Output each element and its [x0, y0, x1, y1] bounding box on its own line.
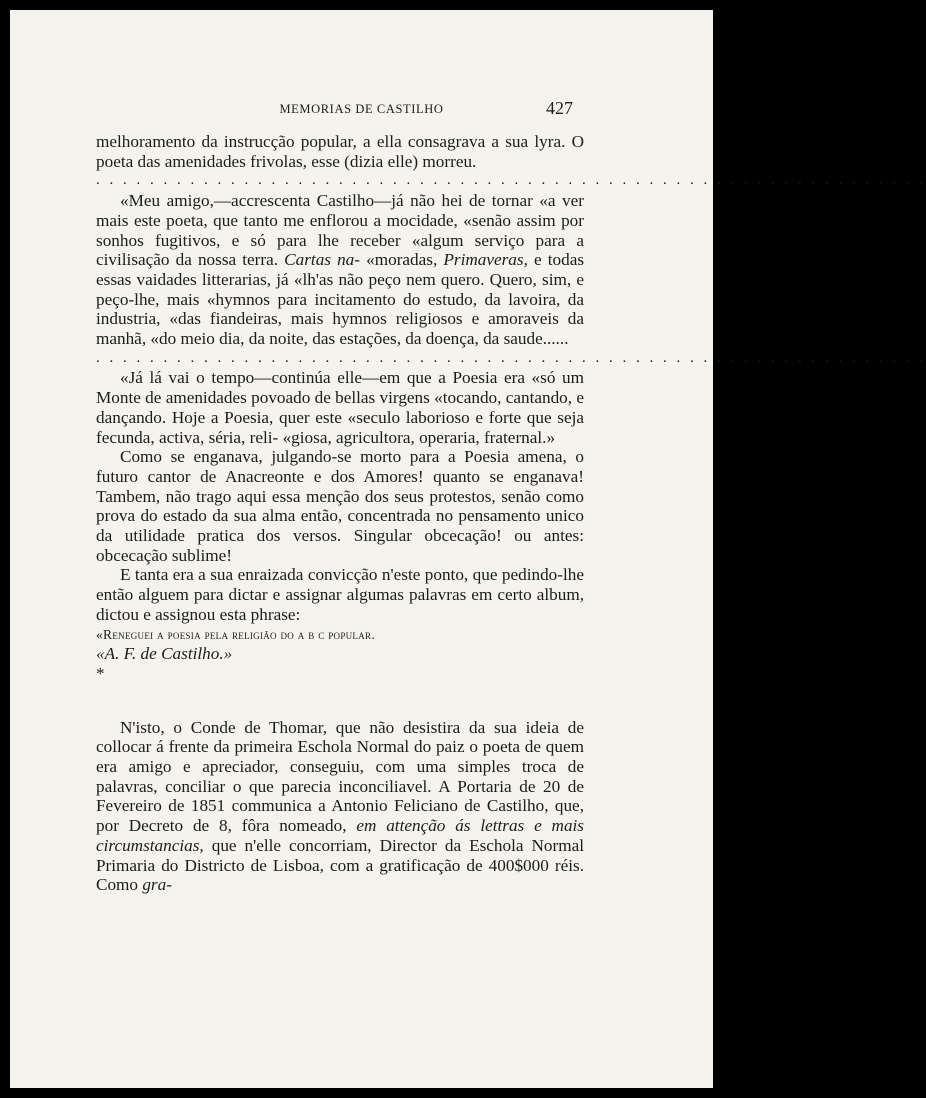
- paragraph-text: que n'elle concorriam, Director da Eschola Normal Primaria do Districto de Lisboa, com a gratificação de 400$000 réis. Como: [96, 835, 584, 895]
- paragraph: E tanta era a sua enraizada convicção n'este ponto, que pedindo-lhe então alguem para dictar e assignar algumas palavras em certo album, dictou e assignou esta phrase:: [96, 565, 584, 624]
- asterisk-divider: *: [96, 663, 105, 683]
- book-page: [10, 10, 926, 1088]
- running-title: MEMORIAS DE CASTILHO: [279, 102, 444, 116]
- section-spacer: [96, 684, 584, 718]
- quoted-paragraph: «Já lá vai o tempo—continúa elle—em que a Poesia era «só um Monte de amenidades povoado de bellas virgens «tocando, cantando, e dançando. Hoje a Poesia, quer este «seculo laborioso e forte que seja fecunda, activa, séria, reli- «giosa, agricultora, operaria, fraternal.»: [96, 368, 584, 447]
- castilho-phrase: «Reneguei a poesia pela religião do a b c popular.: [96, 626, 376, 642]
- paragraph: [96, 718, 584, 895]
- paragraph-text: N'isto, o Conde de Thomar, que não desistira da sua ideia de collocar á frente da primeira Eschola Normal do paiz o poeta de quem era amigo e apreciador, conseguiu, com uma simples troca de palavras, conciliar o que parecia inconciliavel. A Portaria de 20 de Fevereiro de 1851 communica a Antonio Feliciano de Castilho, que, por Decreto de 8, fôra nomeado,: [96, 717, 584, 836]
- quoted-paragraph: [96, 191, 584, 349]
- italic-phrase: gra-: [142, 875, 172, 895]
- body-text: [96, 132, 926, 895]
- italic-title: Primaveras,: [443, 250, 528, 270]
- paragraph: Como se enganava, julgando-se morto para a Poesia amena, o futuro cantor de Anacreonte e dos Amores! quanto se enganava! Tambem, não trago aqui essa menção dos seus protestos, senão como prova do estado da sua alma então, concentrada no pensamento unico da utilidade pratica dos versos. Singular obcecação! ou antes: obcecação sublime!: [96, 447, 584, 565]
- italic-title: Cartas na-: [284, 250, 361, 270]
- paragraph-text: «Meu amigo,—accrescenta Castilho—já não hei de tornar «a ver mais este poeta, que tanto me enflorou a mocidade, «senão assim por sonhos fugitivos, e só para lhe receber «algum serviço para a civilisação da nossa terra.: [96, 191, 584, 270]
- ellipsis-row: . . . . . . . . . . . . . . . . . . . . . . . . . . . . . . . . . . . . . . . . . . . . . . . . . . . . . . . . . . . . . .: [96, 172, 926, 189]
- signature: «A. F. de Castilho.»: [96, 644, 233, 664]
- italic-phrase: em attenção ás lettras e mais circumstancias,: [96, 816, 585, 855]
- paragraph-text: «moradas,: [366, 250, 438, 270]
- paragraph-text: e todas essas vaidades litterarias, já «lh'as não peço nem quero. Quero, sim, e peço-lhe, mais «hymnos para incitamento do estudo, da lavoira, da industria, «das fiandeiras, mais hymnos religiosos e amoraveis da manhã, «do meio dia, da noite, das estações, da doença, da saude......: [96, 250, 585, 349]
- paragraph: melhoramento da instrucção popular, a ella consagrava a sua lyra. O poeta das amenidades frivolas, esse (dizia elle) morreu.: [96, 132, 584, 171]
- page-number: 427: [546, 98, 573, 118]
- ellipsis-row: . . . . . . . . . . . . . . . . . . . . . . . . . . . . . . . . . . . . . . . . . . . . . . . . . . . . . . . . . . . . . .: [96, 349, 926, 366]
- page-header: [10, 100, 713, 120]
